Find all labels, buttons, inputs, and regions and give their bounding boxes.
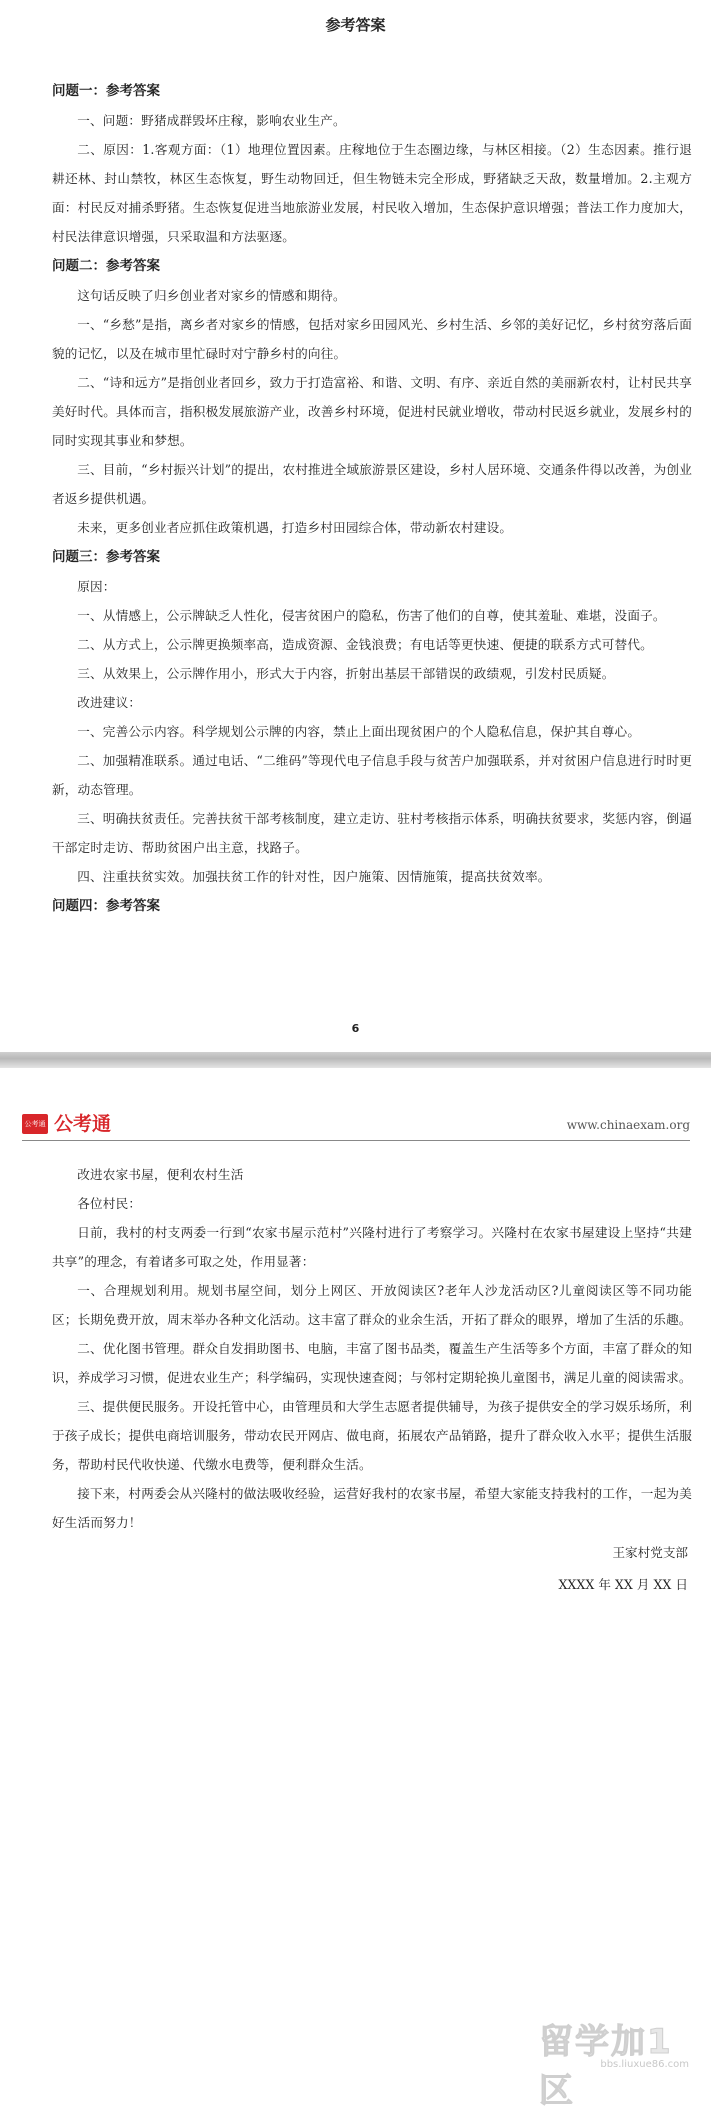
paragraph: 二、从方式上，公示牌更换频率高，造成资源、金钱浪费；有电话等更快速、便捷的联系方式可替代。 — [77, 637, 653, 652]
page-1-content — [52, 76, 692, 921]
paragraph: 一、问题：野猪成群毁坏庄稼，影响农业生产。 — [77, 113, 346, 128]
q4-heading: 问题四：参考答案 — [52, 898, 160, 914]
site-url: www.chinaexam.org — [566, 1118, 690, 1132]
watermark-text: 留学加1区 — [539, 2022, 673, 2111]
paragraph: 原因： — [77, 579, 116, 594]
document-page-2 — [0, 1068, 711, 2111]
signature: 王家村党支部 — [612, 1545, 688, 1560]
paragraph: 四、注重扶贫实效。加强扶贫工作的针对性，因户施策、因情施策，提高扶贫效率。 — [77, 869, 551, 884]
paragraph: 三、从效果上，公示牌作用小，形式大于内容，折射出基层干部错误的政绩观，引发村民质疑。 — [77, 666, 615, 681]
letter-date: XXXX 年 XX 月 XX 日 — [558, 1577, 688, 1592]
page-separator — [0, 1052, 711, 1068]
paragraph: 一、“乡愁”是指，离乡者对家乡的情感，包括对家乡田园风光、乡村生活、乡邻的美好记忆，乡村贫穷落后面貌的记忆，以及在城市里忙碌时对宁静乡村的向往。 — [52, 317, 692, 361]
paragraph: 日前，我村的村支两委一行到“农家书屋示范村”兴隆村进行了考察学习。兴隆村在农家书屋建设上坚持“共建共享”的理念，有着诸多可取之处，作用显著： — [52, 1225, 692, 1269]
paragraph: 二、加强精准联系。通过电话、“二维码”等现代电子信息手段与贫苦户加强联系，并对贫困户信息进行时时更新，动态管理。 — [52, 753, 692, 797]
page-2-content — [52, 1160, 692, 1601]
q1-heading: 问题一：参考答案 — [52, 83, 160, 99]
paragraph: 一、从情感上，公示牌缺乏人性化，侵害贫困户的隐私，伤害了他们的自尊，使其羞耻、难堪，没面子。 — [77, 608, 666, 623]
paragraph: 一、完善公示内容。科学规划公示牌的内容，禁止上面出现贫困户的个人隐私信息，保护其自尊心。 — [77, 724, 641, 739]
q3-heading: 问题三：参考答案 — [52, 549, 160, 565]
paragraph: 二、优化图书管理。群众自发捐助图书、电脑，丰富了图书品类，覆盖生产生活等多个方面，丰富了群众的知识，养成学习习惯，促进农业生产；科学编码，实现快速查阅；与邻村定期轮换儿童图书，满足儿童的阅读需求。 — [52, 1341, 692, 1385]
paragraph: 二、原因：1.客观方面：（1）地理位置因素。庄稼地位于生态圈边缘，与林区相接。（2）生态因素。推行退耕还林、封山禁牧，林区生态恢复，野生动物回迁，但生物链未完全形成，野猪缺乏天敌，数量增加。2.主观方面：村民反对捕杀野猪。生态恢复促进当地旅游业发展，村民收入增加，生态保护意识增强；普法工作力度加大，村民法律意识增强，只采取温和方法驱逐。 — [52, 142, 692, 244]
paragraph: 三、明确扶贫责任。完善扶贫干部考核制度，建立走访、驻村考核指示体系，明确扶贫要求，奖惩内容，倒逼干部定时走访、帮助贫困户出主意，找路子。 — [52, 811, 692, 855]
watermark — [539, 2014, 689, 2111]
paragraph: 三、提供便民服务。开设托管中心，由管理员和大学生志愿者提供辅导，为孩子提供安全的学习娱乐场所，利于孩子成长；提供电商培训服务，带动农民开网店、做电商，拓展农产品销路，提升了群众收入水平；提供生活服务，帮助村民代收快递、代缴水电费等，便利群众生活。 — [52, 1399, 692, 1472]
paragraph: 这句话反映了归乡创业者对家乡的情感和期待。 — [77, 288, 346, 303]
paragraph: 未来，更多创业者应抓住政策机遇，打造乡村田园综合体，带动新农村建设。 — [77, 520, 513, 535]
paragraph: 三、目前，“乡村振兴计划”的提出，农村推进全域旅游景区建设，乡村人居环境、交通条件得以改善，为创业者返乡提供机遇。 — [52, 462, 692, 506]
document-page-1 — [0, 0, 711, 1050]
paragraph: 接下来，村两委会从兴隆村的做法吸收经验，运营好我村的农家书屋，希望大家能支持我村的工作，一起为美好生活而努力！ — [52, 1486, 692, 1530]
paragraph: 二、“诗和远方”是指创业者回乡，致力于打造富裕、和谐、文明、有序、亲近自然的美丽新农村，让村民共享美好时代。具体而言，指积极发展旅游产业，改善乡村环境，促进村民就业增收，带动村民返乡就业，发展乡村的同时实现其事业和梦想。 — [52, 375, 692, 448]
letter-title: 改进农家书屋，便利农村生活 — [77, 1167, 244, 1182]
paragraph: 一、合理规划利用。规划书屋空间，划分上网区、开放阅读区?老年人沙龙活动区?儿童阅读区等不同功能区；长期免费开放，周末举办各种文化活动。这丰富了群众的业余生活，开拓了群众的眼界，增加了生活的乐趣。 — [52, 1283, 692, 1327]
brand-name: 公考通 — [54, 1113, 112, 1135]
watermark-url: bbs.liuxue86.com — [600, 2059, 689, 2070]
q2-heading: 问题二：参考答案 — [52, 258, 160, 274]
page-header — [22, 1110, 690, 1141]
page-number: 6 — [351, 1022, 360, 1035]
brand-logo-icon: 公考通 — [22, 1114, 48, 1134]
page-title: 参考答案 — [325, 16, 386, 34]
paragraph: 改进建议： — [77, 695, 142, 710]
salutation: 各位村民： — [77, 1196, 142, 1211]
